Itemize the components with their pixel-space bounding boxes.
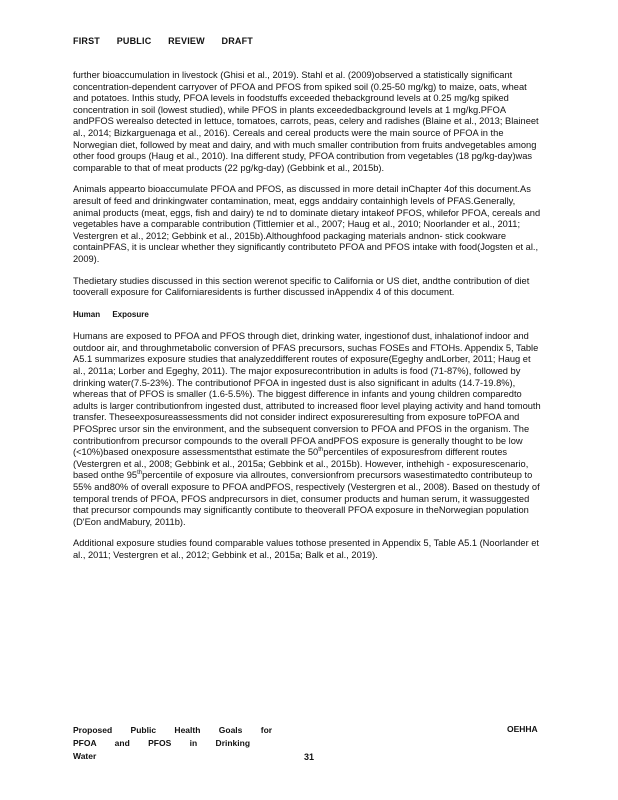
superscript-th-95: th <box>137 470 143 477</box>
paragraph-animal-products: Animals appearto bioaccumulate PFOA and PFOS, as discussed in more detail inChapter 4of this document.As aresult of feed and drinkingwater contamination, meat, eggs anddairy containhigh levels of PFAS.Generally, animal products (meat, eggs, fish and dairy) te nd to dominate dietary intakeof PFOS, whilefor PFOA, cereals and vegetables have a comparable contribution (Tittlemier et al., 2007; Haug et al., 2010; Noorlander et al., 2011; Vestergren et al., 2012; Gebbink et al., 2015b).Althoughfood packaging materials andnon- stick cookware containPFAS, it is unclear whether they significantly contributeto PFOA and PFOS intake with food(Jogsten et al., 2009). <box>73 184 541 264</box>
paragraph-human-exposure-part3: percentile of exposure via allroutes, conversionfrom precursors wasestimatedto contributeup to 55% and80% of overall exposure to PFOA andPFOS, respectively (Vestergren et al., 2008). Based on thestudy of temporal trends of PFOA, PFOS andprecursors in diet, consumer products and human serum, it wassuggested that precursor compounds may significantly contibute to theoverall PFOA exposure in theNorwegian population (D'Eon andMabury, 2011b). <box>73 470 540 527</box>
paragraph-dietary-studies: Thedietary studies discussed in this section werenot specific to California or US diet, andthe contribution of diet tooverall exposure for Californiaresidents is further discussed inAppendix 4 of this document. <box>73 275 530 298</box>
section-subheading: Human Exposure <box>73 309 149 319</box>
paragraph-human-exposure-part2: percentiles of exposuresfrom different routes (Vestergren et al., 2008; Gebbink et al., 2015a; Gebbink et al., 2015b). However, inthehigh - exposurescenario, based onthe 95 <box>73 447 529 481</box>
paragraph-human-exposure <box>73 331 541 528</box>
paragraph-additional-studies: Additional exposure studies found comparable values tothose presented in Appendix 5, Table A5.1 (Noorlander et al., 2011; Vestergren et al., 2012; Gebbink et al., 2015a; Balk et al., 2019). <box>73 538 540 560</box>
paragraph-bioaccumulation: further bioaccumulation in livestock (Ghisi et al., 2019). Stahl et al. (2009)observed a statistically significant concentration-dependent carryover of PFOA and PFOS from spiked soil (0.25-50 mg/kg) to maize, oats, wheat and potatoes. Inthis study, PFOA levels in foodstuffs exceeded thebackground levels at 0.25 mg/kg spiked concentration in soil (lowest studied), while PFOS in plants exceededbackground levels at 1 mg/kg.PFOA andPFOS werealso detected in lettuce, tomatoes, carrots, peas, celery and radishes (Blaine et al., 2013; Blaineet al., 2014; Bizkarguenaga et al., 2016). Cereals and cereal products were the main source of PFOA in the Norwegian diet, followed by meat and dairy, and with much smaller contribution from fruits andvegetables among other food groups (Haug et al., 2010). Ina different study, PFOA contribution from vegetables (18 pg/kg-day)was comparable to that of meat products (22 pg/kg-day) (Gebbink et al., 2015b). <box>73 70 539 173</box>
superscript-th-50: th <box>318 447 324 454</box>
page-number: 31 <box>303 752 314 762</box>
document-body <box>73 70 541 572</box>
footer-title-line2: PFOA and PFOS in Drinking Water <box>73 738 251 761</box>
paragraph-human-exposure-part1: Humans are exposed to PFOA and PFOS through diet, drinking water, ingestionof dust, inhalationof indoor and outdoor air, and throughmetabolic conversion of PFAS precursors, suchas FOSEs and FTOHs. Appendix 5, Table A5.1 summarizes exposure studies that analyzeddifferent routes of exposure(Egeghy andLorber, 2011; Haug et al., 2011a; Lorber and Egeghy, 2011). The major exposurecontribution in adults is food (71-87%), followed by drinking water(7.5-23%). The contributionof PFOA in ingested dust is also significant in adults (14.7-19.8%), whereas that of PFOS is smaller (1.6-5.5%). The biggest difference in infants and young children comparedto adults is larger contributionfrom ingested dust, attributed to increased floor level playing activity and hand tomouth transfer. Theseexposureassessments did not consider indirect exposureresulting from exposure toPFOA and PFOSprec ursor sin the environment, and the subsequent conversion to PFOA and PFOS in the organism. The contributionfrom precursor compounds to the overall PFOA andPFOS exposure is generally thought to be low (<10%)based onexposure assessmentsthat estimate the 50 <box>73 331 541 458</box>
footer-agency: OEHHA <box>507 724 538 734</box>
draft-header: FIRST PUBLIC REVIEW DRAFT <box>73 36 253 46</box>
footer-title-line1: Proposed Public Health Goals for <box>73 725 273 735</box>
